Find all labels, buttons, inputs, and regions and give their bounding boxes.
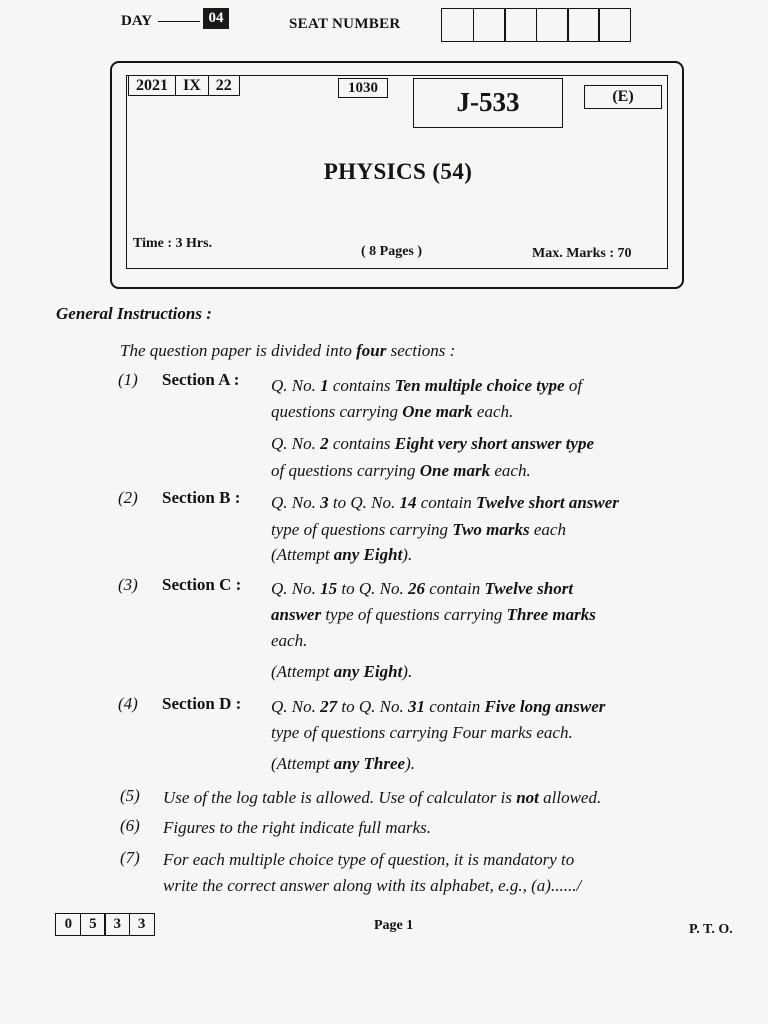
section-c-line: each. bbox=[271, 631, 308, 650]
footer-code-boxes bbox=[57, 913, 155, 936]
seat-digit-box bbox=[598, 8, 631, 42]
page-number: Page 1 bbox=[374, 918, 414, 933]
footer-code-digit: 3 bbox=[104, 913, 130, 936]
section-a-label: Section A : bbox=[162, 370, 240, 389]
seat-digit-box bbox=[536, 8, 569, 42]
exam-date-box bbox=[128, 75, 240, 96]
item-number: (6) bbox=[120, 816, 140, 835]
section-a-line: of questions carrying One mark each. bbox=[271, 461, 531, 480]
seat-digit-box bbox=[441, 8, 474, 42]
section-a-line: questions carrying One mark each. bbox=[271, 402, 514, 421]
item-number: (1) bbox=[118, 370, 138, 389]
subject-title: PHYSICS (54) bbox=[323, 159, 473, 184]
seat-number-label: SEAT NUMBER bbox=[289, 16, 401, 32]
paper-code-box: J-533 bbox=[413, 78, 563, 128]
instruction-log-table: Use of the log table is allowed. Use of calculator is not allowed. bbox=[163, 788, 602, 807]
day-divider bbox=[158, 21, 200, 22]
exam-date: 22 bbox=[208, 76, 239, 95]
seat-digit-box bbox=[567, 8, 600, 42]
pto-label: P. T. O. bbox=[689, 922, 733, 937]
item-number: (7) bbox=[120, 848, 140, 867]
day-label: DAY bbox=[121, 13, 153, 29]
seat-digit-box bbox=[504, 8, 537, 42]
seat-digit-box bbox=[473, 8, 506, 42]
section-c-line: (Attempt any Eight). bbox=[271, 662, 413, 681]
section-c-line: Q. No. 15 to Q. No. 26 contain Twelve short bbox=[271, 579, 574, 598]
item-number: (3) bbox=[118, 575, 138, 594]
instruction-full-marks: Figures to the right indicate full marks. bbox=[163, 818, 432, 837]
item-number: (5) bbox=[120, 786, 140, 805]
section-a-line: Q. No. 2 contains Eight very short answer type bbox=[271, 434, 595, 453]
seat-number-boxes bbox=[443, 8, 631, 42]
section-d-line: (Attempt any Three). bbox=[271, 754, 416, 773]
instruction-mcq: For each multiple choice type of question, it is mandatory to bbox=[163, 850, 575, 869]
exam-month: IX bbox=[175, 76, 208, 95]
instructions-intro: The question paper is divided into four sections : bbox=[120, 341, 456, 360]
footer-code-digit: 3 bbox=[129, 913, 155, 936]
instruction-mcq: write the correct answer along with its alphabet, e.g., (a)....../ bbox=[163, 876, 582, 895]
exam-code-box: 1030 bbox=[338, 78, 388, 98]
medium-box: (E) bbox=[584, 85, 662, 109]
max-marks: Max. Marks : 70 bbox=[532, 246, 632, 261]
section-d-label: Section D : bbox=[162, 694, 242, 713]
section-c-label: Section C : bbox=[162, 575, 242, 594]
section-c-line: answer type of questions carrying Three marks bbox=[271, 605, 596, 624]
section-b-line: (Attempt any Eight). bbox=[271, 545, 413, 564]
item-number: (2) bbox=[118, 488, 138, 507]
time-duration: Time : 3 Hrs. bbox=[133, 236, 213, 251]
day-number: 04 bbox=[203, 8, 229, 29]
footer-code-digit: 0 bbox=[55, 913, 81, 936]
section-d-line: Q. No. 27 to Q. No. 31 contain Five long answer bbox=[271, 697, 606, 716]
footer-code-digit: 5 bbox=[80, 913, 106, 936]
item-number: (4) bbox=[118, 694, 138, 713]
page-count: ( 8 Pages ) bbox=[361, 244, 423, 259]
section-b-line: Q. No. 3 to Q. No. 14 contain Twelve short answer bbox=[271, 493, 619, 512]
instructions-heading: General Instructions : bbox=[56, 304, 212, 323]
exam-year: 2021 bbox=[136, 77, 168, 94]
section-b-line: type of questions carrying Two marks each bbox=[271, 520, 566, 539]
section-d-line: type of questions carrying Four marks each. bbox=[271, 723, 573, 742]
section-b-label: Section B : bbox=[162, 488, 241, 507]
section-a-line: Q. No. 1 contains Ten multiple choice type of bbox=[271, 376, 583, 395]
